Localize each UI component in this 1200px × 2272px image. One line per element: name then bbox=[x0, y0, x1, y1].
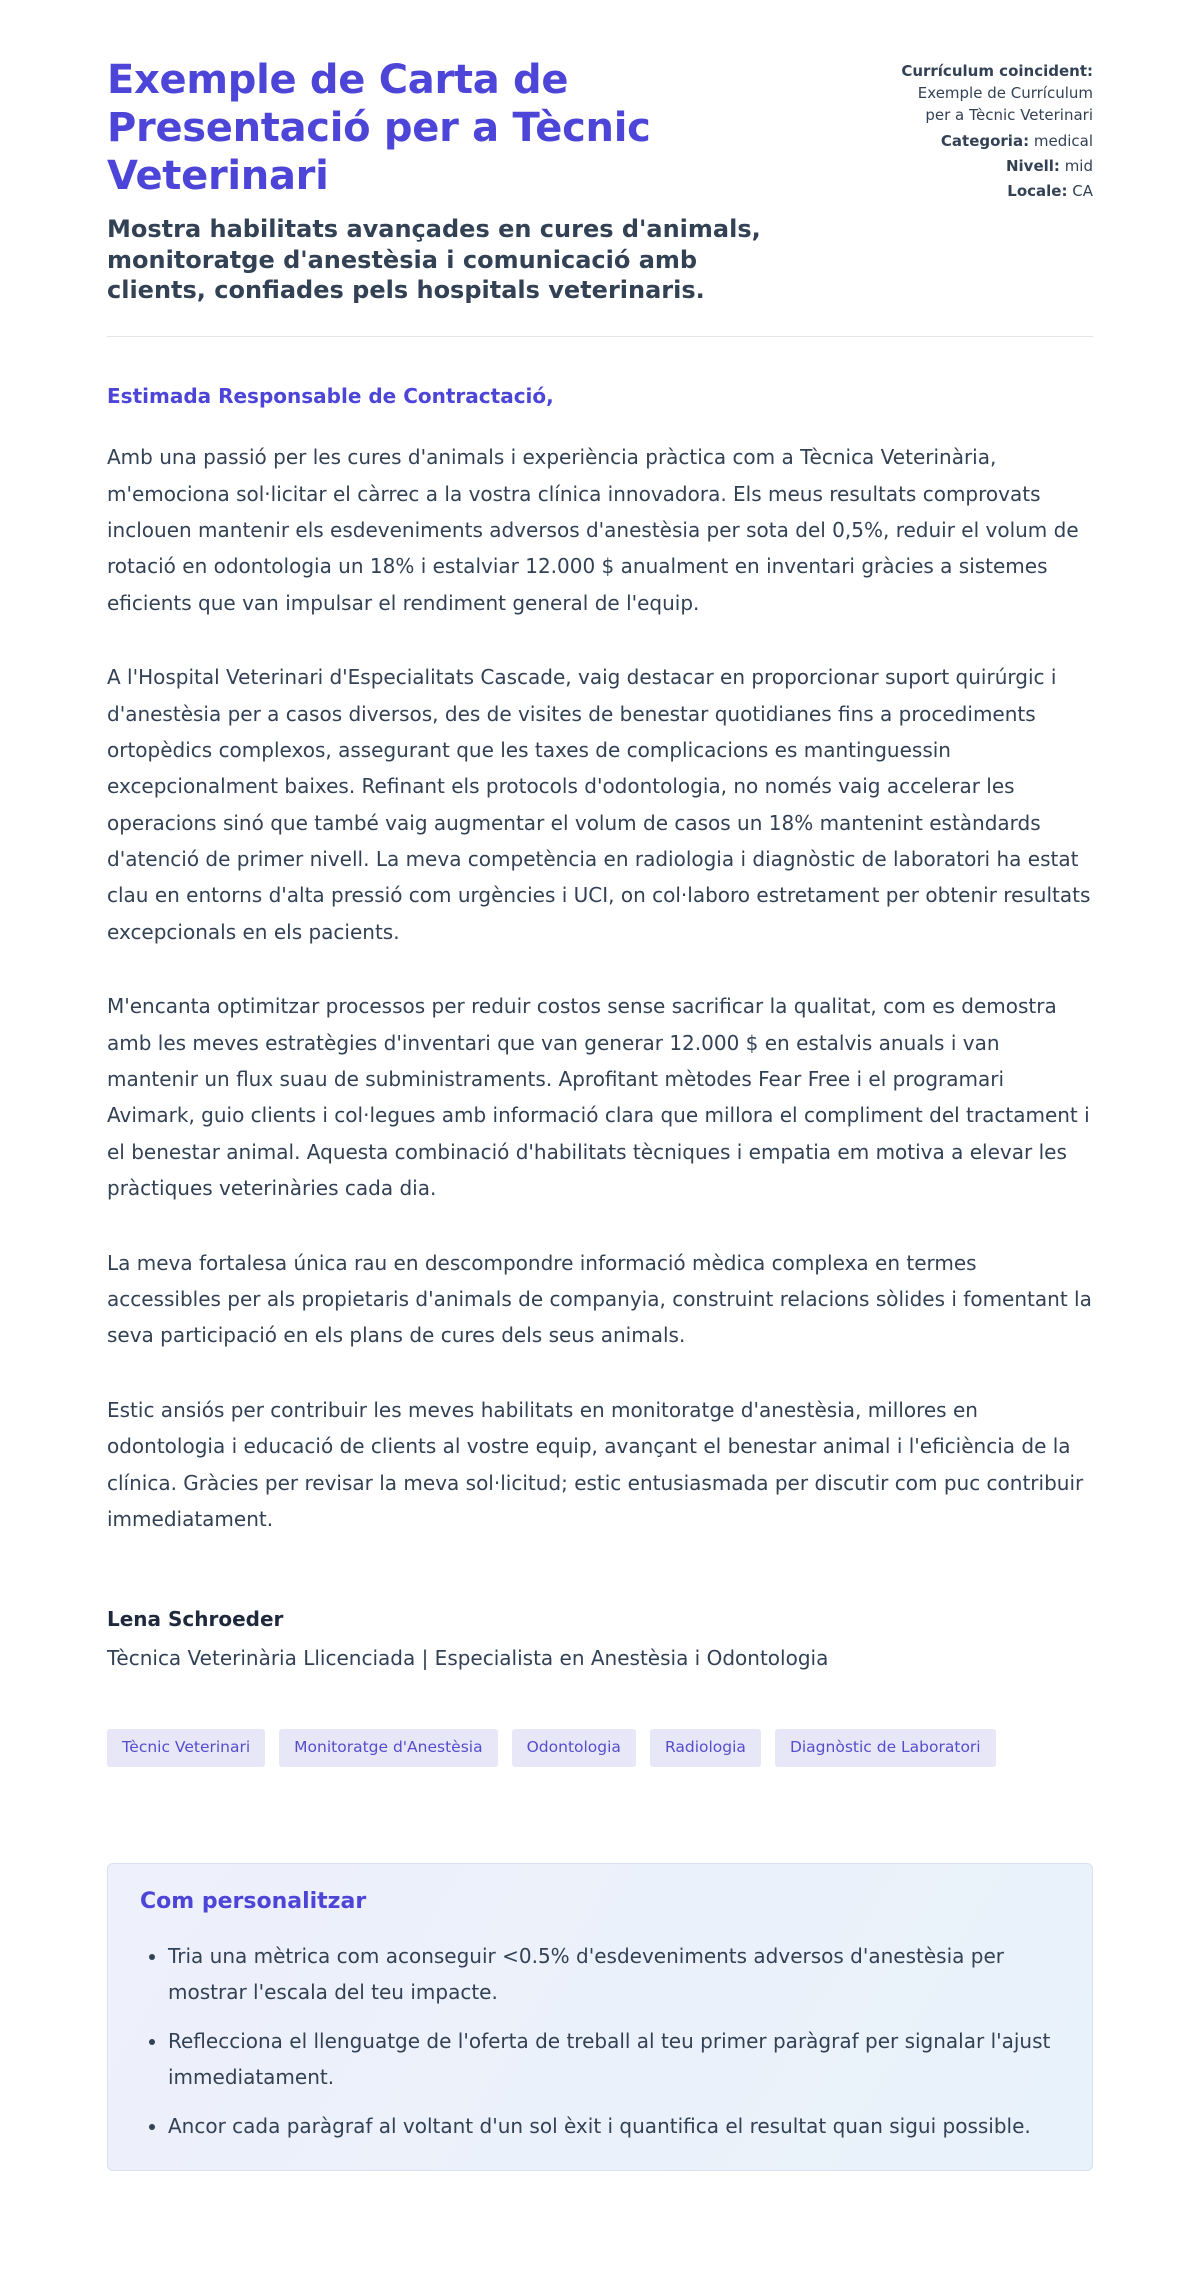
meta-resume-value: Exemple de Currículum per a Tècnic Veterinari bbox=[917, 84, 1093, 125]
tag-chip: Radiologia bbox=[650, 1729, 761, 1766]
meta-category-row bbox=[858, 130, 1093, 152]
header-divider bbox=[107, 336, 1093, 337]
tag-chip: Diagnòstic de Laboratori bbox=[775, 1729, 996, 1766]
letter-paragraph: A l'Hospital Veterinari d'Especialitats Cascade, vaig destacar en proporcionar suport quirúrgic i d'anestèsia per a casos diversos, des de visites de benestar quotidianes fins a procediments ortopèdics complexos, assegurant que les taxes de complicacions es mantinguessin excepcionalment baixes. Refinant els protocols d'odontologia, no només vaig accelerar les operacions sinó que també vaig augmentar el volum de casos un 18% mantenint estàndards d'atenció de primer nivell. La meva competència en radiologia i diagnòstic de laboratori ha estat clau en entorns d'alta pressió com urgències i UCI, on col·laboro estretament per obtenir resultats excepcionals en els pacients. bbox=[107, 665, 1091, 944]
tag-list bbox=[107, 1729, 1093, 1766]
letter-paragraph: La meva fortalesa única rau en descompondre informació mèdica complexa en termes accessibles per als propietaris d'animals de companyia, construint relacions sòlides i fomentant la seva participació en els plans de cures dels seus animals. bbox=[107, 1250, 1092, 1348]
meta-locale-row bbox=[858, 180, 1093, 202]
customize-item: • Tria una mètrica com aconseguir <0.5% d'esdeveniments adversos d'anestèsia per mostrar l'escala del teu impacte. bbox=[168, 1938, 1060, 2010]
meta-level-row bbox=[858, 155, 1093, 177]
meta-locale-value: CA bbox=[1072, 181, 1093, 200]
page-title: Exemple de Carta de Presentació per a Tècnic Veterinari bbox=[107, 57, 651, 199]
meta-category-value: medical bbox=[1033, 131, 1093, 150]
customize-list bbox=[140, 1938, 1060, 2144]
customize-box bbox=[107, 1863, 1093, 2172]
signature-role: Tècnica Veterinària Llicenciada | Especialista en Anestèsia i Odontologia bbox=[107, 1646, 829, 1671]
tag-chip: Odontologia bbox=[512, 1729, 636, 1766]
meta-level-label: Nivell: bbox=[1005, 156, 1060, 175]
header bbox=[107, 56, 1093, 306]
letter-greeting: Estimada Responsable de Contractació, bbox=[107, 384, 554, 409]
meta-resume-label: Currículum coincident: bbox=[901, 62, 1093, 80]
letter-paragraph: Estic ansiós per contribuir les meves habilitats en monitoratge d'anestèsia, millores en odontologia i educació de clients al vostre equip, avançant el benestar animal i l'eficiència de la clínica. Gràcies per revisar la meva sol·licitud; estic entusiasmada per discutir com puc contribuir immediatament. bbox=[107, 1397, 1084, 1531]
letter-paragraph: M'encanta optimitzar processos per reduir costos sense sacrificar la qualitat, com es demostra amb les meves estratègies d'inventari que van generar 12.000 $ en estalvis anuals i van mantenir un flux suau de subministraments. Aprofitant mètodes Fear Free i el programari Avimark, guio clients i col·legues amb informació clara que millora el compliment del tractament i el benestar animal. Aquesta combinació d'habilitats tècniques i empatia em motiva a elevar les pràctiques veterinàries cada dia. bbox=[107, 994, 1090, 1201]
meta-level-value: mid bbox=[1064, 156, 1093, 175]
header-title-block bbox=[107, 56, 772, 306]
signature-name: Lena Schroeder bbox=[107, 1607, 284, 1632]
letter-body bbox=[107, 383, 1093, 2171]
customize-title: Com personalitzar bbox=[140, 1888, 367, 1914]
meta-panel bbox=[858, 56, 1093, 202]
customize-item: • Ancor cada paràgraf al voltant d'un sol èxit i quantifica el resultat quan sigui possible. bbox=[168, 2108, 1060, 2144]
page-subtitle: Mostra habilitats avançades en cures d'animals, monitoratge d'anestèsia i comunicació amb clients, confiades pels hospitals veterinaris. bbox=[107, 215, 761, 305]
meta-category-label: Categoria: bbox=[940, 131, 1030, 150]
meta-locale-label: Locale: bbox=[1007, 181, 1068, 200]
tag-chip: Tècnic Veterinari bbox=[107, 1729, 265, 1766]
page bbox=[107, 0, 1093, 2171]
tag-chip: Monitoratge d'Anestèsia bbox=[279, 1729, 497, 1766]
letter-paragraph: Amb una passió per les cures d'animals i experiència pràctica com a Tècnica Veterinària, m'emociona sol·licitar el càrrec a la vostra clínica innovadora. Els meus resultats comprovats inclouen mantenir els esdeveniments adversos d'anestèsia per sota del 0,5%, reduir el volum de rotació en odontologia un 18% i estalviar 12.000 $ anualment en inventari gràcies a sistemes eficients que van impulsar el rendiment general de l'equip. bbox=[107, 445, 1079, 615]
customize-item: • Reflecciona el llenguatge de l'oferta de treball al teu primer paràgraf per signalar l'ajust immediatament. bbox=[168, 2023, 1060, 2095]
